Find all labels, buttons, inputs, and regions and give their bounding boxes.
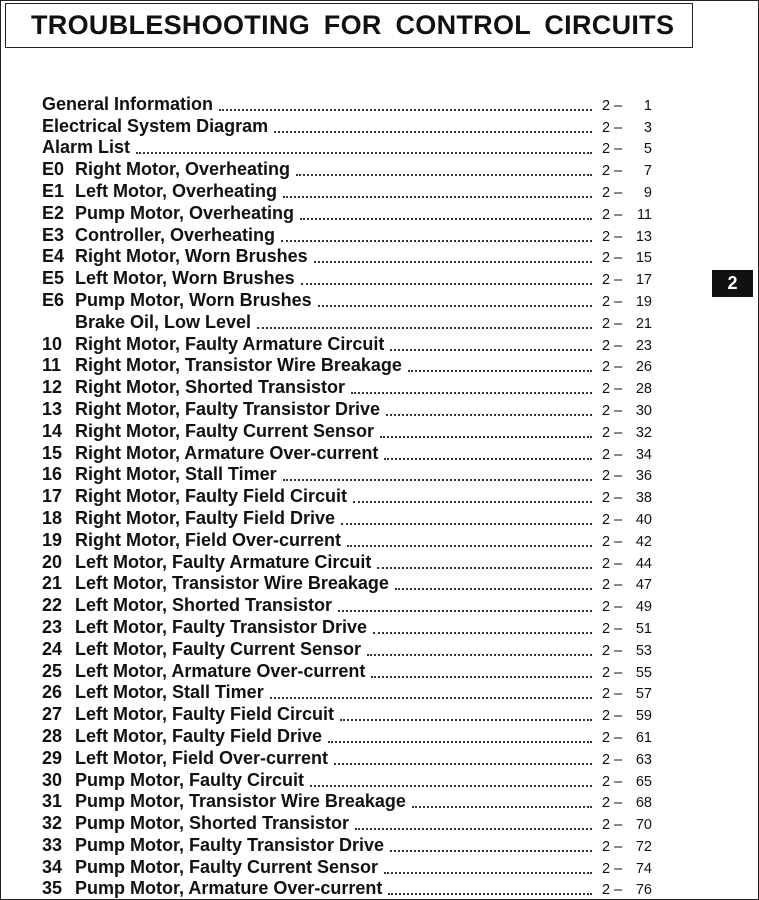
toc-entry-chapter: 2 – — [602, 838, 623, 855]
toc-entry-page-number: 26 — [635, 359, 652, 376]
toc-entry[interactable] — [42, 594, 660, 616]
toc-entry-page-number: 36 — [635, 468, 652, 485]
toc-entry-label: Left Motor, Faulty Field Circuit — [75, 704, 335, 725]
toc-entry-label: Left Motor, Stall Timer — [75, 682, 264, 703]
toc-entry[interactable] — [42, 682, 660, 704]
toc-entry-code: 13 — [42, 398, 63, 419]
toc-entry-chapter: 2 – — [602, 402, 623, 419]
toc-entry-label: Pump Motor, Faulty Transistor Drive — [75, 834, 385, 855]
toc-entry-chapter: 2 – — [602, 293, 623, 310]
dot-leader — [384, 872, 592, 874]
toc-entry-chapter: 2 – — [602, 599, 623, 616]
toc-entry-chapter: 2 – — [602, 795, 623, 812]
toc-entry-code: 21 — [42, 573, 63, 594]
toc-entry-label: Right Motor, Overheating — [75, 159, 291, 180]
toc-entry-page-number: 65 — [635, 773, 652, 790]
toc-entry-code: 25 — [42, 660, 63, 681]
toc-entry[interactable] — [42, 747, 660, 769]
toc-entry-page — [602, 795, 660, 812]
toc-entry-label: General Information — [42, 93, 214, 114]
table-of-contents — [42, 93, 660, 899]
toc-entry-code: 17 — [42, 486, 63, 507]
toc-entry[interactable] — [42, 573, 660, 595]
toc-entry-label: Right Motor, Worn Brushes — [75, 246, 308, 267]
toc-entry-page — [602, 250, 660, 267]
toc-entry-chapter: 2 – — [602, 751, 623, 768]
toc-entry[interactable] — [42, 507, 660, 529]
toc-entry-code: 15 — [42, 442, 63, 463]
toc-entry-page — [602, 338, 660, 355]
toc-entry-chapter: 2 – — [602, 511, 623, 528]
toc-entry-label: Left Motor, Shorted Transistor — [75, 595, 333, 616]
toc-entry-label: Left Motor, Faulty Current Sensor — [75, 638, 362, 659]
toc-entry-page — [602, 686, 660, 703]
toc-entry-label: Alarm List — [42, 137, 131, 158]
toc-entry-page-number: 38 — [635, 490, 652, 507]
toc-entry-chapter: 2 – — [602, 817, 623, 834]
dot-leader — [318, 305, 592, 307]
toc-entry-chapter: 2 – — [602, 337, 623, 354]
toc-entry-label: Controller, Overheating — [75, 224, 276, 245]
dot-leader — [281, 240, 592, 242]
toc-entry-page — [602, 534, 660, 551]
toc-entry-code: 14 — [42, 420, 63, 441]
toc-entry-page-number: 21 — [635, 315, 652, 332]
toc-entry[interactable] — [42, 202, 660, 224]
toc-entry[interactable] — [42, 420, 660, 442]
toc-entry-chapter: 2 – — [602, 642, 623, 659]
toc-entry-code: 10 — [42, 333, 63, 354]
toc-entry-page-number: 30 — [635, 402, 652, 419]
toc-entry-page-number: 9 — [643, 184, 652, 201]
toc-entry-chapter: 2 – — [602, 490, 623, 507]
dot-leader — [377, 567, 592, 569]
toc-entry-label: Left Motor, Field Over-current — [75, 747, 329, 768]
dot-leader — [390, 850, 592, 852]
dot-leader — [340, 719, 592, 721]
toc-entry-page — [602, 774, 660, 791]
toc-entry[interactable] — [42, 158, 660, 180]
dot-leader — [283, 196, 592, 198]
toc-entry-page-number: 42 — [635, 533, 652, 550]
toc-entry-page — [602, 120, 660, 137]
toc-entry-page — [602, 229, 660, 246]
toc-entry-label: Left Motor, Overheating — [75, 180, 278, 201]
toc-entry[interactable] — [42, 791, 660, 813]
dot-leader — [380, 436, 592, 438]
toc-entry[interactable] — [42, 551, 660, 573]
toc-entry[interactable] — [42, 180, 660, 202]
toc-entry-chapter: 2 – — [602, 163, 623, 180]
dot-leader — [334, 763, 592, 765]
toc-entry-chapter: 2 – — [602, 97, 623, 114]
toc-entry-label: Pump Motor, Faulty Circuit — [75, 769, 305, 790]
toc-entry-code: 20 — [42, 551, 63, 572]
dot-leader — [384, 458, 592, 460]
dot-leader — [257, 327, 592, 329]
toc-entry-page — [602, 163, 660, 180]
toc-entry-label: Left Motor, Worn Brushes — [75, 268, 295, 289]
toc-entry-page — [602, 643, 660, 660]
toc-entry[interactable] — [42, 856, 660, 878]
dot-leader — [341, 523, 592, 525]
toc-entry-label: Right Motor, Faulty Armature Circuit — [75, 333, 385, 354]
toc-entry-code: 31 — [42, 791, 63, 812]
toc-entry-page-number: 59 — [635, 708, 652, 725]
toc-entry-page-number: 28 — [635, 381, 652, 398]
toc-entry-page-number: 72 — [635, 838, 652, 855]
toc-entry-page — [602, 512, 660, 529]
toc-entry-chapter: 2 – — [602, 468, 623, 485]
toc-entry[interactable] — [42, 616, 660, 638]
toc-entry-label: Pump Motor, Worn Brushes — [75, 289, 312, 310]
dot-leader — [408, 370, 592, 372]
toc-entry-page-number: 23 — [635, 337, 652, 354]
toc-entry-label: Left Motor, Faulty Field Drive — [75, 725, 323, 746]
dot-leader — [274, 131, 592, 133]
toc-entry-label: Pump Motor, Transistor Wire Breakage — [75, 791, 406, 812]
dot-leader — [367, 654, 592, 656]
toc-entry-chapter: 2 – — [602, 250, 623, 267]
toc-entry-chapter: 2 – — [602, 620, 623, 637]
toc-entry-page-number: 34 — [635, 446, 652, 463]
toc-entry-chapter: 2 – — [602, 729, 623, 746]
toc-entry-label: Electrical System Diagram — [42, 115, 269, 136]
chapter-tab[interactable]: 2 — [712, 270, 753, 297]
toc-entry-chapter: 2 – — [602, 446, 623, 463]
toc-entry-page — [602, 621, 660, 638]
toc-entry[interactable] — [42, 267, 660, 289]
toc-entry[interactable] — [42, 660, 660, 682]
toc-entry-chapter: 2 – — [602, 184, 623, 201]
toc-entry-page — [602, 294, 660, 311]
dot-leader — [328, 741, 592, 743]
toc-entry[interactable] — [42, 398, 660, 420]
toc-entry-code: 16 — [42, 464, 63, 485]
toc-entry[interactable] — [42, 137, 660, 159]
toc-entry-label: Right Motor, Field Over-current — [75, 529, 342, 550]
toc-entry-chapter: 2 – — [602, 141, 623, 158]
toc-entry-code: 22 — [42, 595, 63, 616]
dot-leader — [301, 283, 592, 285]
toc-entry-code: 34 — [42, 856, 63, 877]
toc-entry-page-number: 5 — [643, 141, 652, 158]
toc-entry-label: Right Motor, Armature Over-current — [75, 442, 379, 463]
dot-leader — [371, 676, 592, 678]
toc-entry-chapter: 2 – — [602, 272, 623, 289]
toc-entry-page — [602, 556, 660, 573]
toc-entry-page-number: 13 — [635, 228, 652, 245]
dot-leader — [351, 392, 592, 394]
toc-entry-code: 29 — [42, 747, 63, 768]
toc-entry[interactable] — [42, 878, 660, 900]
toc-entry-page-number: 40 — [635, 511, 652, 528]
toc-entry-chapter: 2 – — [602, 555, 623, 572]
toc-entry-page — [602, 490, 660, 507]
toc-entry-page — [602, 403, 660, 420]
dot-leader — [270, 697, 592, 699]
toc-entry-page-number: 74 — [635, 860, 652, 877]
title-box — [5, 3, 693, 48]
toc-entry-code: 24 — [42, 638, 63, 659]
toc-entry-label: Right Motor, Transistor Wire Breakage — [75, 355, 402, 376]
toc-entry[interactable] — [42, 812, 660, 834]
toc-entry-code: E5 — [42, 268, 65, 289]
toc-entry-chapter: 2 – — [602, 860, 623, 877]
toc-entry[interactable] — [42, 703, 660, 725]
toc-entry-page — [602, 316, 660, 333]
toc-entry-page — [602, 272, 660, 289]
toc-entry-chapter: 2 – — [602, 424, 623, 441]
dot-leader — [283, 479, 592, 481]
toc-entry[interactable] — [42, 93, 660, 115]
toc-entry[interactable] — [42, 311, 660, 333]
toc-entry-page-number: 44 — [635, 555, 652, 572]
toc-entry-code: 35 — [42, 878, 63, 899]
toc-entry-chapter: 2 – — [602, 686, 623, 703]
toc-entry[interactable] — [42, 529, 660, 551]
dot-leader — [310, 785, 592, 787]
toc-entry-code: E6 — [42, 289, 65, 310]
toc-entry-page-number: 61 — [635, 729, 652, 746]
toc-entry[interactable] — [42, 376, 660, 398]
toc-entry-page — [602, 665, 660, 682]
toc-entry[interactable] — [42, 725, 660, 747]
toc-entry-code: 19 — [42, 529, 63, 550]
toc-entry-page-number: 63 — [635, 751, 652, 768]
dot-leader — [355, 828, 592, 830]
toc-entry-page-number: 19 — [635, 293, 652, 310]
toc-entry-label: Brake Oil, Low Level — [75, 311, 252, 332]
toc-entry-page — [602, 359, 660, 376]
toc-entry-page — [602, 425, 660, 442]
dot-leader — [219, 109, 592, 111]
dot-leader — [412, 806, 592, 808]
toc-entry-label: Pump Motor, Armature Over-current — [75, 878, 383, 899]
toc-entry-code: 30 — [42, 769, 63, 790]
toc-entry-code: 27 — [42, 704, 63, 725]
toc-entry-page — [602, 730, 660, 747]
toc-entry-page-number: 15 — [635, 250, 652, 267]
toc-entry-page — [602, 708, 660, 725]
toc-entry-label: Right Motor, Stall Timer — [75, 464, 277, 485]
toc-entry-page-number: 7 — [643, 163, 652, 180]
dot-leader — [338, 610, 592, 612]
toc-entry-chapter: 2 – — [602, 708, 623, 725]
toc-entry-page-number: 57 — [635, 686, 652, 703]
toc-entry[interactable] — [42, 115, 660, 137]
toc-entry-page-number: 51 — [635, 620, 652, 637]
toc-entry-label: Pump Motor, Overheating — [75, 202, 295, 223]
toc-entry-label: Right Motor, Faulty Current Sensor — [75, 420, 375, 441]
toc-entry-page — [602, 817, 660, 834]
toc-entry-chapter: 2 – — [602, 206, 623, 223]
toc-entry-code: 28 — [42, 725, 63, 746]
toc-entry-page — [602, 98, 660, 115]
toc-entry[interactable] — [42, 769, 660, 791]
dot-leader — [300, 218, 592, 220]
toc-entry-page-number: 53 — [635, 642, 652, 659]
toc-entry-page — [602, 468, 660, 485]
dot-leader — [386, 414, 592, 416]
toc-entry-label: Left Motor, Faulty Transistor Drive — [75, 616, 368, 637]
toc-entry[interactable] — [42, 355, 660, 377]
toc-entry-code: E4 — [42, 246, 65, 267]
dot-leader — [296, 174, 592, 176]
dot-leader — [390, 349, 592, 351]
toc-entry-code: E2 — [42, 202, 65, 223]
toc-entry-page-number: 32 — [635, 424, 652, 441]
toc-entry-code: 11 — [42, 355, 62, 376]
dot-leader — [388, 893, 592, 895]
toc-entry-chapter: 2 – — [602, 119, 623, 136]
toc-entry-code: 12 — [42, 377, 63, 398]
toc-entry-page — [602, 207, 660, 224]
toc-entry-label: Pump Motor, Faulty Current Sensor — [75, 856, 379, 877]
toc-entry-code: E3 — [42, 224, 65, 245]
toc-entry-page — [602, 141, 660, 158]
dot-leader — [353, 501, 592, 503]
toc-entry-code: E1 — [42, 180, 65, 201]
toc-entry-chapter: 2 – — [602, 359, 623, 376]
toc-entry[interactable] — [42, 246, 660, 268]
toc-entry-code: 33 — [42, 834, 63, 855]
toc-entry-code: 23 — [42, 616, 63, 637]
toc-entry-label: Pump Motor, Shorted Transistor — [75, 813, 350, 834]
toc-entry-page-number: 11 — [636, 206, 652, 223]
toc-entry-chapter: 2 – — [602, 577, 623, 594]
toc-entry[interactable] — [42, 442, 660, 464]
toc-entry-page-number: 76 — [635, 882, 652, 899]
toc-entry-label: Left Motor, Armature Over-current — [75, 660, 366, 681]
toc-entry-chapter: 2 – — [602, 882, 623, 899]
toc-entry-chapter: 2 – — [602, 664, 623, 681]
toc-entry-page-number: 49 — [635, 599, 652, 616]
toc-entry-page — [602, 861, 660, 878]
toc-entry-page — [602, 381, 660, 398]
dot-leader — [395, 588, 592, 590]
toc-entry[interactable] — [42, 224, 660, 246]
toc-entry-page-number: 55 — [635, 664, 652, 681]
toc-entry-page — [602, 185, 660, 202]
dot-leader — [314, 261, 592, 263]
toc-entry-page-number: 68 — [635, 795, 652, 812]
toc-entry-code: 32 — [42, 813, 63, 834]
toc-entry-page-number: 17 — [635, 272, 652, 289]
toc-entry-code: 26 — [42, 682, 63, 703]
toc-entry[interactable] — [42, 485, 660, 507]
toc-entry-page — [602, 839, 660, 856]
toc-entry-label: Right Motor, Shorted Transistor — [75, 377, 346, 398]
toc-entry[interactable] — [42, 834, 660, 856]
toc-entry-chapter: 2 – — [602, 381, 623, 398]
toc-entry-page — [602, 599, 660, 616]
toc-entry-page — [602, 447, 660, 464]
toc-entry-chapter: 2 – — [602, 773, 623, 790]
toc-entry-page — [602, 752, 660, 769]
dot-leader — [347, 545, 592, 547]
toc-entry-page-number: 1 — [643, 97, 652, 114]
toc-entry-page-number: 70 — [635, 817, 652, 834]
toc-entry-page — [602, 882, 660, 899]
dot-leader — [136, 152, 592, 154]
toc-entry-chapter: 2 – — [602, 315, 623, 332]
toc-entry-label: Right Motor, Faulty Field Drive — [75, 507, 336, 528]
toc-entry[interactable] — [42, 289, 660, 311]
toc-entry-page-number: 3 — [643, 119, 652, 136]
toc-entry[interactable] — [42, 464, 660, 486]
toc-entry-label: Right Motor, Faulty Field Circuit — [75, 486, 347, 507]
toc-entry-chapter: 2 – — [602, 228, 623, 245]
toc-entry-code: E0 — [42, 159, 65, 180]
dot-leader — [373, 632, 592, 634]
page-title: TROUBLESHOOTING FOR CONTROL CIRCUITS — [31, 10, 675, 40]
toc-entry[interactable] — [42, 333, 660, 355]
toc-entry-label: Left Motor, Faulty Armature Circuit — [75, 551, 372, 572]
toc-entry-chapter: 2 – — [602, 533, 623, 550]
toc-entry-label: Right Motor, Faulty Transistor Drive — [75, 398, 381, 419]
toc-entry-code: 18 — [42, 507, 63, 528]
toc-entry-label: Left Motor, Transistor Wire Breakage — [75, 573, 389, 594]
toc-entry-page-number: 47 — [635, 577, 652, 594]
toc-entry-page — [602, 577, 660, 594]
toc-entry[interactable] — [42, 638, 660, 660]
